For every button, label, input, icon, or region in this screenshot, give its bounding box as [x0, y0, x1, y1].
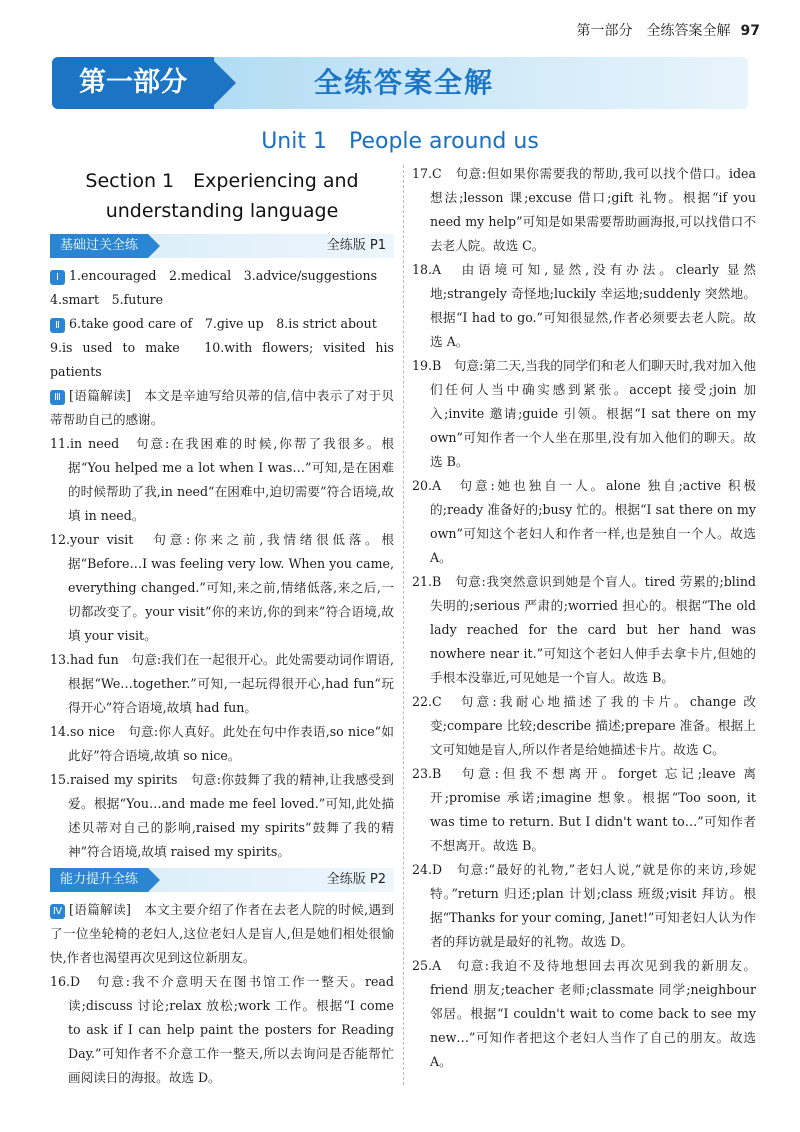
roman-badge-icon: Ⅳ [50, 904, 65, 919]
answer-group-4 [50, 898, 394, 970]
answer-group-2 [50, 312, 394, 336]
roman-badge-icon: Ⅰ [50, 270, 65, 285]
advanced-practice-bar [50, 868, 394, 892]
right-column [412, 162, 756, 1074]
answer-item: 11.in need 句意:在我困难的时候,你帮了我很多。根据“You helped me a lot when I was…”可知,是在困难的时候帮助了我,in need“在困难中,迫切需要”符合语境,故填 in need。 [50, 436, 394, 523]
part-banner [52, 57, 748, 109]
answer-item: 15.raised my spirits 句意:你鼓舞了我的精神,让我感受到爱。根据“You…and made me feel loved.”可知,此处描述贝蒂对自己的影响,raised my spirits“鼓舞了我的精神”符合语境,故填 raised my spirits。 [50, 772, 394, 859]
answer-line-row: 9.is used to make 10.with flowers; visited his patients [50, 340, 394, 379]
bar-label: 能力提升全练 [50, 868, 148, 892]
passage-summary: [语篇解读] 本文主要介绍了作者在去老人院的时候,遇到了一位坐轮椅的老妇人,这位老妇人是盲人,但是她们相处很愉快,作者也渴望再次见到这位新朋友。 [50, 902, 394, 965]
column-divider [403, 165, 404, 1085]
answer-group-1 [50, 264, 394, 288]
answer-item: 19.B 句意:第二天,当我的同学们和老人们聊天时,我对加入他们任何人当中确实感到紧张。accept 接受;join 加入;invite 邀请;guide 引领。根据“I sat there on my own”可知作者一个人坐在那里,没有加入他们的聊天。故选 B。 [412, 358, 756, 469]
edition-ref: 全练版 P2 [326, 872, 386, 887]
answer-line: 1.encouraged 2.medical 3.advice/suggestions [69, 268, 378, 283]
answer-item: 24.D 句意:“最好的礼物,”老妇人说,“就是你的来访,珍妮特。”return 归还;plan 计划;class 班级;visit 拜访。根据“Thanks for your coming, Janet!”可知老妇人认为作者的拜访就是最好的礼物。故选 D。 [412, 862, 756, 949]
section-title-line2: understanding language [105, 200, 339, 222]
answer-item: 16.D 句意:我不介意明天在图书馆工作一整天。read 读;discuss 讨论;relax 放松;work 工作。根据“I come to ask if I can help paint the posters for Reading Day.”可知作者不介意工作一整天,所以去询问是否能帮忙画阅读日的海报。故选 D。 [50, 974, 394, 1085]
answer-item: 21.B 句意:我突然意识到她是个盲人。tired 劳累的;blind 失明的;serious 严肃的;worried 担心的。根据“The old lady reached for the card but her hand was nowhere near it.”可知这个老妇人伸手去拿卡片,但她的手根本没靠近,可见她是一个盲人。故选 B。 [412, 574, 756, 685]
answer-line-row: 4.smart 5.future [50, 292, 164, 307]
answer-item: 25.A 句意:我迫不及待地想回去再次见到我的新朋友。friend 朋友;teacher 老师;classmate 同学;neighbour 邻居。根据“I couldn't wait to come back to see my new…”可知作者把这个老妇人当作了自己的朋友。故选 A。 [412, 958, 756, 1069]
answer-item: 20.A 句意:她也独自一人。alone 独自;active 积极的;ready 准备好的;busy 忙的。根据“I sat there on my own”可知这个老妇人和作者一样,也是独自一个人。故选 A。 [412, 478, 756, 565]
answer-item: 23.B 句意:但我不想离开。forget 忘记;leave 离开;promise 承诺;imagine 想象。根据“Too soon, it was time to return. But I didn't want to…”可知作者不想离开。故选 B。 [412, 766, 756, 853]
section-title [50, 166, 394, 226]
roman-badge-icon: Ⅱ [50, 318, 65, 333]
running-title: 第一部分 全练答案全解 [576, 23, 731, 39]
running-header [577, 20, 760, 40]
answer-line: 6.take good care of 7.give up 8.is strict about [69, 316, 377, 331]
unit-title: Unit 1 People around us [261, 129, 539, 154]
answer-item: 17.C 句意:但如果你需要我的帮助,我可以找个借口。idea 想法;lesson 课;excuse 借口;gift 礼物。根据“if you need my help”可知是如果需要帮助画海报,可以找借口不去老人院。故选 C。 [412, 166, 756, 253]
page-number: 97 [740, 23, 760, 39]
edition-ref: 全练版 P1 [326, 238, 386, 253]
answer-item: 13.had fun 句意:我们在一起很开心。此处需要动词作谓语,根据“We…together.”可知,一起玩得很开心,had fun“玩得开心”符合语境,故填 had fun。 [50, 652, 394, 715]
bar-label: 基础过关全练 [50, 234, 148, 258]
banner-title: 全练答案全解 [314, 66, 495, 99]
answer-item: 18.A 由语境可知,显然,没有办法。clearly 显然地;strangely 奇怪地;luckily 幸运地;suddenly 突然地。根据“I had to go.”可知很显然,作者必须要去老人院。故选 A。 [412, 262, 756, 349]
answer-group-3 [50, 384, 394, 432]
answer-item: 12.your visit 句意:你来之前,我情绪很低落。根据“Before…I was feeling very low. When you came, everything changed.”可知,来之前,情绪低落,来之后,一切都改变了。your visit“你的来访,你的到来”符合语境,故填 your visit。 [50, 532, 394, 643]
part-label: 第一部分 [52, 57, 214, 109]
section-title-line1: Section 1 Experiencing and [85, 170, 359, 192]
answer-item: 22.C 句意:我耐心地描述了我的卡片。change 改变;compare 比较;describe 描述;prepare 准备。根据上文可知她是盲人,所以作者是给她描述卡片。故选 C。 [412, 694, 756, 757]
basic-practice-bar [50, 234, 394, 258]
chevron-arrow-icon [210, 57, 236, 109]
left-column [50, 166, 394, 1090]
roman-badge-icon: Ⅲ [50, 390, 65, 405]
answer-item: 14.so nice 句意:你人真好。此处在句中作表语,so nice“如此好”符合语境,故填 so nice。 [50, 724, 394, 763]
passage-summary: [语篇解读] 本文是辛迪写给贝蒂的信,信中表示了对于贝蒂帮助自己的感谢。 [50, 388, 394, 427]
